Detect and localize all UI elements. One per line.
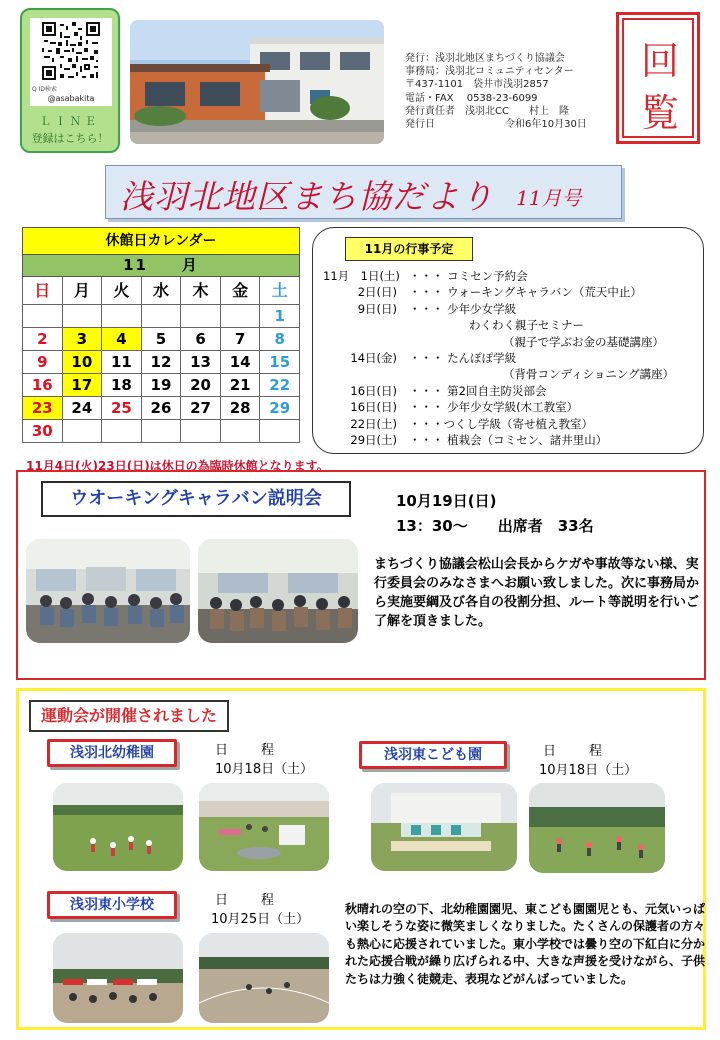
event-item — [323, 301, 703, 317]
event-date: 22日(土) — [350, 416, 397, 431]
event-date: 9日(日) — [357, 301, 397, 316]
calendar-day: 11 — [102, 351, 142, 374]
walking-caravan-description: まちづくり協議会松山会長からケガや事故等ない様、実行委員会のみなさまへお願い致しました。次に事務局から実施要綱及び各自の役割分担、ルート等説明を行いご了解を頂きました。 — [374, 557, 700, 629]
calendar-day: 28 — [221, 397, 261, 420]
events-list — [323, 268, 703, 448]
calendar-grid — [22, 277, 300, 443]
sports-photo — [53, 933, 183, 1023]
event-item — [323, 366, 703, 382]
event-item — [323, 399, 703, 415]
school-tag-elementary: 浅羽東小学校 — [47, 891, 177, 919]
event-date: 29日(土) — [350, 432, 397, 447]
calendar-day: 27 — [181, 397, 221, 420]
event-date: 11月 1日(土) — [323, 269, 400, 283]
event-text: ・・・ ウォーキングキャラバン（荒天中止） — [409, 285, 642, 300]
events-schedule-box — [312, 227, 704, 454]
event-text: わくわく親子セミナー — [469, 318, 584, 333]
meeting-photo — [26, 539, 190, 643]
walking-caravan-time-attendance: 13：30～ 出席者 33名 — [396, 517, 594, 535]
calendar-day: 26 — [142, 397, 182, 420]
calendar-day: 23 — [23, 397, 63, 420]
event-item — [323, 334, 703, 350]
calendar-empty-cell — [142, 305, 182, 328]
sports-day-description: 秋晴れの空の下、北幼稚園園児、東こども園園児とも、元気いっぱい楽しそうな姿に微笑ましくなりました。たくさんの保護者の方々も熱心に応援されていました。東小学校では曇り空の下紅白に分かれた応援合戦が繰り広げられる中、大きな声援を受けながら、子供たちは力強く徒競走、表現などがんばっていました。 — [345, 902, 706, 986]
calendar-weekday: 水 — [142, 277, 182, 305]
qr-id-search-label: Q ID検索 — [32, 86, 58, 93]
calendar-day: 14 — [221, 351, 261, 374]
calendar-day: 13 — [181, 351, 221, 374]
schedule-date: 10月25日（土） — [211, 912, 310, 927]
walking-caravan-title: ウオーキングキャラバン説明会 — [70, 488, 322, 509]
calendar-weekday: 木 — [181, 277, 221, 305]
publisher-line: 電話・FAX 0538-23-6099 — [405, 92, 538, 104]
event-item — [323, 317, 703, 333]
calendar-day: 15 — [260, 351, 300, 374]
sports-day-title: 運動会が開催されました — [29, 700, 229, 732]
event-date: 14日(金) — [350, 350, 397, 365]
stamp-inner-border — [622, 18, 694, 138]
calendar-day: 21 — [221, 374, 261, 397]
calendar-day: 30 — [23, 420, 63, 443]
calendar-day: 22 — [260, 374, 300, 397]
calendar-day: 4 — [102, 328, 142, 351]
qr-code-image[interactable] — [42, 22, 100, 80]
calendar-day: 10 — [63, 351, 103, 374]
walking-caravan-title-box — [41, 481, 351, 517]
calendar-day: 17 — [63, 374, 103, 397]
calendar-empty-cell — [260, 420, 300, 443]
calendar-weekday: 月 — [63, 277, 103, 305]
publisher-line: 発行責任者 浅羽北CC 村上 隆 — [405, 105, 569, 117]
school-tag-kodomoen: 浅羽東こども園 — [359, 741, 507, 769]
publisher-line: 発行日 令和6年10月30日 — [405, 119, 587, 131]
closure-calendar — [22, 227, 300, 443]
schedule-label: 日 程 — [215, 893, 285, 908]
temporary-closure-note: 11月4日(火)23日(日)は休日の為臨時休館となります。 — [26, 459, 329, 473]
calendar-day: 29 — [260, 397, 300, 420]
publisher-info — [405, 52, 615, 131]
stamp-char-1: 回 — [640, 39, 679, 83]
event-item — [323, 416, 703, 432]
line-qr-panel — [20, 8, 120, 153]
line-label: ＬＩＮＥ — [40, 115, 100, 128]
calendar-day: 24 — [63, 397, 103, 420]
event-text: ・・・ 少年少女学級(木工教室） — [409, 400, 579, 415]
event-item — [323, 284, 703, 300]
calendar-weekday: 土 — [260, 277, 300, 305]
stamp-char-2: 覧 — [640, 91, 679, 135]
calendar-day: 3 — [63, 328, 103, 351]
event-date: 2日(日) — [357, 285, 397, 300]
event-date: 16日(日) — [350, 400, 397, 415]
newsletter-title: 浅羽北地区まち協だより — [120, 177, 494, 216]
calendar-empty-cell — [221, 420, 261, 443]
issue-month: 11月号 — [516, 186, 582, 210]
calendar-day: 7 — [221, 328, 261, 351]
calendar-empty-cell — [221, 305, 261, 328]
calendar-day: 2 — [23, 328, 63, 351]
event-date: 16日(日) — [350, 383, 397, 398]
events-title: 11月の行事予定 — [345, 237, 473, 261]
calendar-day: 12 — [142, 351, 182, 374]
calendar-day: 8 — [260, 328, 300, 351]
schedule-label: 日 程 — [543, 744, 613, 759]
event-item — [323, 350, 703, 366]
sports-photo — [529, 783, 665, 873]
calendar-title: 休館日カレンダー — [22, 227, 300, 255]
publisher-line: 〒437-1101 袋井市浅羽2857 — [405, 79, 549, 91]
schedule-date: 10月18日（土） — [215, 762, 314, 777]
newsletter-title-banner — [105, 165, 622, 219]
meeting-photo — [198, 539, 358, 643]
calendar-empty-cell — [63, 420, 103, 443]
event-item — [323, 432, 703, 448]
calendar-day: 9 — [23, 351, 63, 374]
calendar-day: 25 — [102, 397, 142, 420]
calendar-empty-cell — [63, 305, 103, 328]
calendar-month: 11 月 — [22, 255, 300, 277]
event-item — [323, 268, 703, 284]
sports-day-section — [16, 688, 706, 1030]
schedule-label: 日 程 — [215, 743, 285, 758]
publisher-line: 事務局：浅羽北コミュニティセンター — [405, 66, 574, 78]
sports-photo — [199, 783, 329, 871]
calendar-weekday: 金 — [221, 277, 261, 305]
publisher-line: 発行：浅羽北地区まちづくり協議会 — [405, 53, 565, 64]
sports-photo — [53, 783, 183, 871]
calendar-day: 16 — [23, 374, 63, 397]
event-text: ・・・つくし学級（寄せ植え教室） — [409, 416, 593, 431]
community-center-photo — [130, 20, 384, 144]
calendar-empty-cell — [181, 420, 221, 443]
circulation-stamp — [616, 12, 700, 144]
event-text: （親子で学ぶお金の基礎講座） — [503, 334, 664, 349]
calendar-empty-cell — [181, 305, 221, 328]
event-item — [323, 383, 703, 399]
calendar-weekday: 日 — [23, 277, 63, 305]
calendar-day: 18 — [102, 374, 142, 397]
calendar-empty-cell — [142, 420, 182, 443]
event-text: ・・・ たんぽぽ学級 — [409, 350, 517, 365]
event-text: ・・・ 植栽会（コミセン、諸井里山） — [409, 432, 608, 447]
sports-photo — [371, 783, 517, 871]
calendar-empty-cell — [102, 420, 142, 443]
calendar-day: 6 — [181, 328, 221, 351]
event-text: （背骨コンディショニング講座） — [503, 367, 675, 382]
calendar-day: 1 — [260, 305, 300, 328]
event-text: ・・・ 少年少女学級 — [409, 301, 517, 316]
line-id: @asabakita — [47, 94, 95, 103]
walking-caravan-date: 10月19日(日) — [396, 492, 497, 510]
calendar-weekday: 火 — [102, 277, 142, 305]
calendar-day: 19 — [142, 374, 182, 397]
calendar-empty-cell — [23, 305, 63, 328]
walking-caravan-section — [16, 470, 706, 680]
sports-photo — [199, 933, 329, 1023]
schedule-date: 10月18日（土） — [539, 763, 638, 778]
event-text: ・・・ コミセン予約会 — [409, 269, 528, 283]
calendar-empty-cell — [102, 305, 142, 328]
calendar-day: 5 — [142, 328, 182, 351]
school-tag-kindergarten: 浅羽北幼稚園 — [47, 739, 177, 767]
event-text: ・・・ 第2回自主防災部会 — [409, 383, 547, 398]
calendar-day: 20 — [181, 374, 221, 397]
qr-card — [30, 18, 112, 106]
line-register-label: 登録はこちら！ — [31, 132, 109, 145]
